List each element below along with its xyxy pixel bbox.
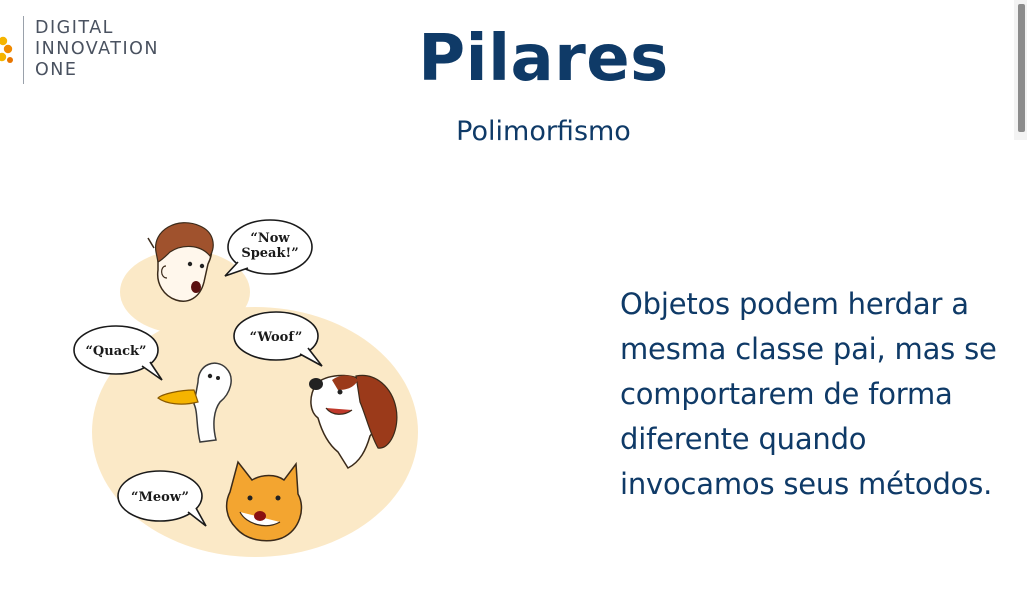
body-line-4: diferente quando <box>620 422 867 456</box>
body-line-1: Objetos podem herdar a <box>620 287 969 321</box>
bubble-cat-text: “Meow” <box>131 490 189 505</box>
body-line-3: comportarem de forma <box>620 377 953 411</box>
scrollbar-thumb[interactable] <box>1018 4 1025 132</box>
logo-line-2: INNOVATION <box>35 39 159 59</box>
slide-subtitle: Polimorfismo <box>456 116 631 147</box>
polymorphism-illustration <box>70 212 420 562</box>
bubble-person-line-1: “Now <box>250 231 290 246</box>
speech-bubble-person <box>225 220 312 276</box>
bubble-person-line-2: Speak!” <box>241 246 299 261</box>
vertical-scrollbar[interactable] <box>1014 0 1027 140</box>
body-line-2: mesma classe pai, mas se <box>620 332 997 366</box>
logo-line-3: ONE <box>35 60 78 80</box>
slide-body-text <box>620 282 1020 507</box>
bubble-dog-text: “Woof” <box>249 330 303 345</box>
bubble-duck-text: “Quack” <box>85 344 147 359</box>
logo-line-1: DIGITAL <box>35 18 114 38</box>
slide-title: Pilares <box>418 22 669 96</box>
body-line-5: invocamos seus métodos. <box>620 467 993 501</box>
